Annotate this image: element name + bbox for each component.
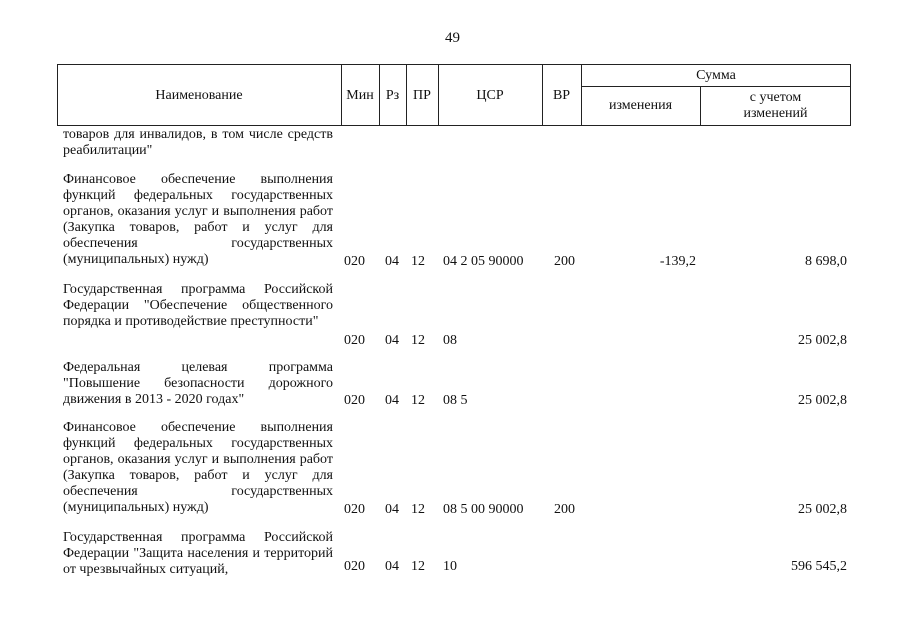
row-csr: 04 2 05 90000 [443, 254, 524, 269]
row-name: Государственная программа Российской Федерации "Защита населения и территорий от чрезвычайных ситуаций, [63, 530, 333, 577]
row-csr: 08 [443, 333, 457, 348]
header-with-change-line2: изменений [743, 106, 808, 121]
row-min: 020 [344, 502, 365, 517]
header-pr: ПР [413, 88, 431, 103]
row-rz: 04 [385, 559, 399, 574]
row-rz: 04 [385, 502, 399, 517]
header-min: Мин [346, 88, 374, 103]
row-vr: 200 [554, 254, 575, 269]
row-total: 8 698,0 [805, 254, 847, 269]
row-min: 020 [344, 393, 365, 408]
row-rz: 04 [385, 333, 399, 348]
row-total: 25 002,8 [798, 393, 847, 408]
header-change: изменения [608, 98, 673, 113]
row-pr: 12 [411, 502, 425, 517]
table-header [57, 64, 851, 126]
row-min: 020 [344, 559, 365, 574]
header-rz: Рз [385, 88, 400, 103]
row-name: Государственная программа Российской Федерации "Обеспечение общественного порядка и противодействие преступности" [63, 282, 333, 329]
row-name: Финансовое обеспечение выполнения функций федеральных государственных органов, оказания услуг и выполнения работ (Закупка товаров, работ и услуг для обеспечения государственных (муниципальных) нужд) [63, 420, 333, 515]
row-min: 020 [344, 254, 365, 269]
row-pr: 12 [411, 559, 425, 574]
row-pr: 12 [411, 393, 425, 408]
row-name: Федеральная целевая программа "Повышение безопасности дорожного движения в 2013 - 2020 годах" [63, 360, 333, 407]
header-with-change-line1: с учетом [749, 90, 802, 105]
row-name: Финансовое обеспечение выполнения функций федеральных государственных органов, оказания услуг и выполнения работ (Закупка товаров, работ и услуг для обеспечения государственных (муниципальных) нужд) [63, 172, 333, 267]
row-vr: 200 [554, 502, 575, 517]
header-vr: ВР [552, 88, 571, 103]
header-name: Наименование [155, 88, 243, 103]
row-total: 596 545,2 [791, 559, 847, 574]
header-csr: ЦСР [476, 88, 504, 103]
row-total: 25 002,8 [798, 333, 847, 348]
row-pr: 12 [411, 333, 425, 348]
row-change: -139,2 [659, 254, 696, 269]
row-rz: 04 [385, 393, 399, 408]
row-rz: 04 [385, 254, 399, 269]
row-csr: 08 5 00 90000 [443, 502, 524, 517]
row-csr: 10 [443, 559, 457, 574]
row-name: товаров для инвалидов, в том числе средств реабилитации" [63, 127, 333, 158]
page-number: 49 [445, 30, 460, 46]
row-csr: 08 5 [443, 393, 468, 408]
row-pr: 12 [411, 254, 425, 269]
header-sum: Сумма [696, 68, 736, 83]
row-total: 25 002,8 [798, 502, 847, 517]
row-min: 020 [344, 333, 365, 348]
